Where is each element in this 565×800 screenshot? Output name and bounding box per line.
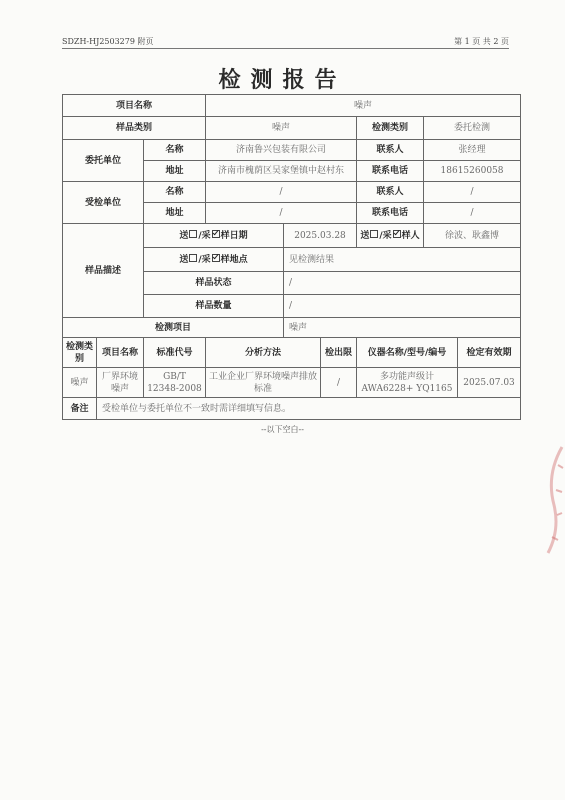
detect-items-label: 检测项目 [63,318,284,338]
client-addr-label: 地址 [144,161,206,182]
collect-text: /采 [198,230,211,241]
inspected-name-value: / [206,182,357,203]
cell-detect-type: 噪声 [63,368,97,398]
sample-state-label: 样品状态 [144,272,284,295]
sample-date-value: 2025.03.28 [284,224,357,248]
person-suffix: 样人 [401,230,420,241]
date-suffix: 样日期 [220,230,248,241]
cell-valid-until: 2025.07.03 [458,368,521,398]
header-divider [62,48,509,49]
cell-standard-code: GB/T 12348-2008 [144,368,206,398]
col-item-name: 项目名称 [97,338,144,368]
col-standard-code: 标准代号 [144,338,206,368]
sample-type-label: 样品类别 [63,117,206,140]
detect-items-row [63,318,521,338]
page-title: 检测报告 [218,68,347,93]
client-contact-value: 张经理 [424,140,521,161]
checkbox-collect-checked-icon [393,230,401,238]
client-label: 委托单位 [63,140,144,182]
inspected-phone-value: / [424,203,521,224]
sample-qty-label: 样品数量 [144,295,284,318]
detect-type-label: 检测类别 [357,117,424,140]
send-text: 送 [179,230,189,241]
report-number: SDZH-HJ2503279 附页 [62,37,154,46]
project-value: 噪声 [206,95,521,117]
sample-qty-value: / [284,295,521,318]
inspected-addr-value: / [206,203,357,224]
sample-desc-label: 样品描述 [63,224,144,318]
methods-header-row [63,338,521,368]
project-label: 项目名称 [63,95,206,117]
blank-below-marker: --以下空白-- [261,425,304,434]
cell-item-name: 厂界环境噪声 [97,368,144,398]
cell-method: 工业企业厂界环境噪声排放标准 [206,368,321,398]
sample-type-value: 噪声 [206,117,357,140]
inspected-contact-label: 联系人 [357,182,424,203]
checkbox-send-icon [189,254,197,262]
inspected-name-label: 名称 [144,182,206,203]
sample-place-label [144,248,284,272]
place-suffix: 样地点 [220,254,248,265]
col-detect-type: 检测类别 [63,338,97,368]
sample-place-value: 见检测结果 [284,248,521,272]
client-addr-value: 济南市槐荫区吴家堡镇中赵村东 [206,161,357,182]
sample-date-label [144,224,284,248]
checkbox-send-icon [370,230,378,238]
page-number: 第 1 页 共 2 页 [454,37,509,46]
checkbox-collect-checked-icon [212,230,220,238]
inspected-contact-value: / [424,182,521,203]
inspected-label: 受检单位 [63,182,144,224]
detect-items-value: 噪声 [284,318,521,338]
client-phone-label: 联系电话 [357,161,424,182]
methods-data-row [63,368,521,398]
detect-type-value: 委托检测 [424,117,521,140]
client-name-label: 名称 [144,140,206,161]
report-table [62,94,521,420]
cell-detect-limit: / [321,368,357,398]
send-text: 送 [360,230,370,241]
col-instrument: 仪器名称/型号/编号 [357,338,458,368]
sampler-label [357,224,424,248]
inspected-addr-label: 地址 [144,203,206,224]
client-name-value: 济南鲁兴包装有限公司 [206,140,357,161]
col-valid-until: 检定有效期 [458,338,521,368]
remark-value: 受检单位与委托单位不一致时需详细填写信息。 [97,398,521,420]
checkbox-collect-checked-icon [212,254,220,262]
send-text: 送 [179,254,189,265]
checkbox-send-icon [189,230,197,238]
sampler-value: 徐波、耿鑫博 [424,224,521,248]
client-phone-value: 18615260058 [424,161,521,182]
collect-text: /采 [379,230,392,241]
seal-stamp-fragment [540,445,565,555]
inspected-phone-label: 联系电话 [357,203,424,224]
remark-row [63,398,521,420]
inspected-name-row [63,182,521,203]
sample-type-row [63,117,521,140]
col-method: 分析方法 [206,338,321,368]
col-detect-limit: 检出限 [321,338,357,368]
remark-label: 备注 [63,398,97,420]
project-row [63,95,521,117]
sample-state-value: / [284,272,521,295]
sample-date-row [63,224,521,248]
client-name-row [63,140,521,161]
client-contact-label: 联系人 [357,140,424,161]
cell-instrument: 多功能声级计 AWA6228+ YQ1165 [357,368,458,398]
collect-text: /采 [198,254,211,265]
